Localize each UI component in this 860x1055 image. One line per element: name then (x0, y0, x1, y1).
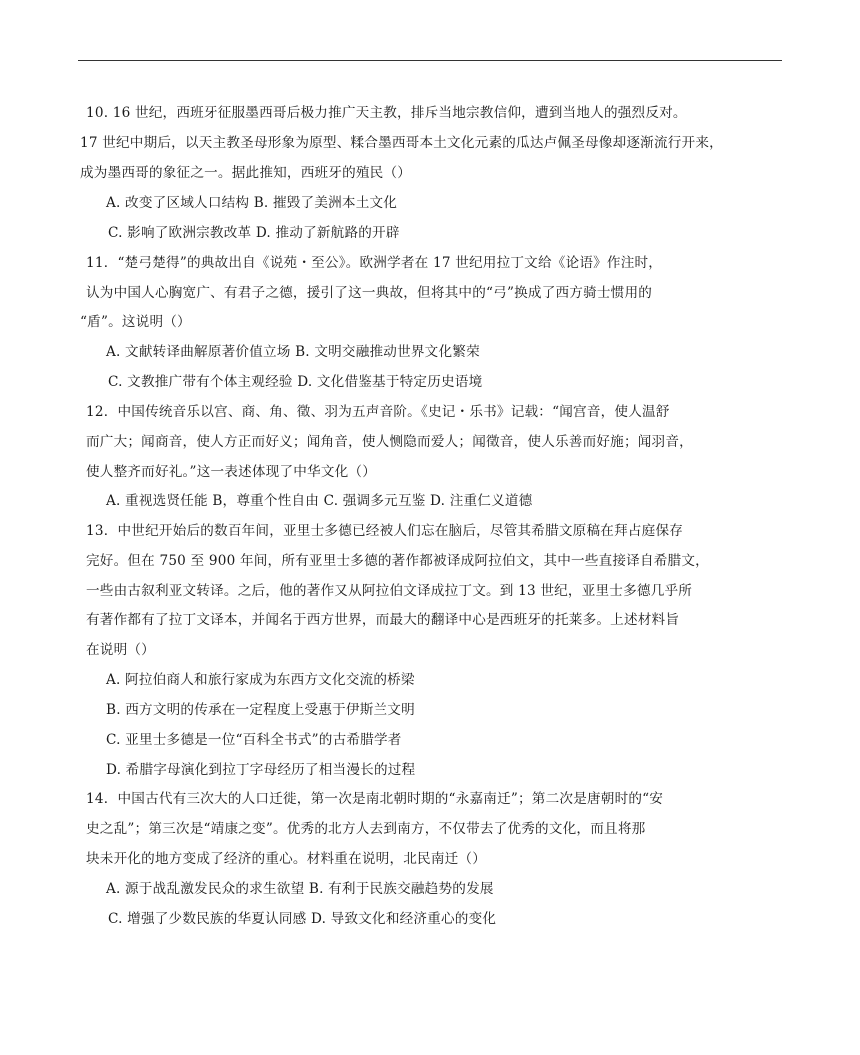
q10-option-cd: C. 影响了欧洲宗教改革 D. 推动了新航路的开辟 (108, 225, 400, 241)
q10-stem-line-1: 10. 16 世纪，西班牙征服墨西哥后极力推广天主教，排斥当地宗教信仰，遭到当地人的强烈反对。 (86, 105, 687, 121)
q11-option-ab: A. 文献转译曲解原著价值立场 B. 文明交融推动世界文化繁荣 (106, 344, 480, 360)
q11-stem-line-2: 认为中国人心胸宽广、有君子之德，援引了这一典故，但将其中的“弓”换成了西方骑士惯用的 (86, 285, 653, 301)
q14-stem-line-3: 块未开化的地方变成了经济的重心。材料重在说明，北民南迁（） (86, 851, 487, 867)
q14-option-cd: C. 增强了少数民族的华夏认同感 D. 导致文化和经济重心的变化 (108, 911, 497, 927)
q13-stem-line-2: 完好。但在 750 至 900 年间，所有亚里士多德的著作都被译成阿拉伯文，其中一些直接译自希腊文， (86, 553, 709, 569)
q10-stem-line-3: 成为墨西哥的象征之一。据此推知，西班牙的殖民（） (80, 165, 412, 181)
q12-stem-line-2: 而广大；闻商音，使人方正而好义；闻角音，使人恻隐而爱人；闻徵音，使人乐善而好施；闻羽音， (86, 434, 693, 450)
q13-stem-line-1: 13．中世纪开始后的数百年间，亚里士多德已经被人们忘在脑后，尽管其希腊文原稿在拜占庭保存 (86, 523, 684, 539)
q12-options: A. 重视选贤任能 B，尊重个性自由 C. 强调多元互鉴 D. 注重仁义道德 (106, 493, 533, 509)
q11-stem-line-3: “盾”。这说明（） (80, 314, 191, 330)
q13-option-b: B. 西方文明的传承在一定程度上受惠于伊斯兰文明 (106, 702, 415, 718)
q12-stem-line-1: 12．中国传统音乐以宫、商、角、徵、羽为五声音阶。《史记・乐书》记载：“闻宫音，使人温舒 (86, 404, 670, 420)
q13-stem-line-5: 在说明（） (86, 642, 155, 658)
q12-stem-line-3: 使人整齐而好礼。”这一表述体现了中华文化（） (86, 464, 377, 480)
q13-stem-line-4: 有著作都有了拉丁文译本，并闻名于西方世界，而最大的翻译中心是西班牙的托莱多。上述材料旨 (86, 612, 680, 628)
q14-option-ab: A. 源于战乱激发民众的求生欲望 B. 有利于民族交融趋势的发展 (106, 881, 494, 897)
q13-stem-line-3: 一些由古叙利亚文转译。之后，他的著作又从阿拉伯文译成拉丁文。到 13 世纪，亚里士多德几乎所 (86, 583, 693, 599)
q10-stem-line-2: 17 世纪中期后，以天主教圣母形象为原型、糅合墨西哥本土文化元素的瓜达卢佩圣母像却逐渐流行开来， (80, 135, 723, 151)
header-rule (78, 60, 782, 61)
q13-option-a: A. 阿拉伯商人和旅行家成为东西方文化交流的桥梁 (106, 672, 415, 688)
q14-stem-line-1: 14．中国古代有三次大的人口迁徙，第一次是南北朝时期的“永嘉南迁”；第二次是唐朝时的“安 (86, 791, 664, 807)
q10-option-ab: A. 改变了区域人口结构 B. 摧毁了美洲本土文化 (106, 195, 398, 211)
q11-stem-line-1: 11．“楚弓楚得”的典故出自《说苑・至公》。欧洲学者在 17 世纪用拉丁文给《论语》作注时， (86, 255, 663, 271)
q14-stem-line-2: 史之乱”；第三次是“靖康之变”。优秀的北方人去到南方，不仅带去了优秀的文化，而且将那 (86, 821, 646, 837)
q13-option-d: D. 希腊字母演化到拉丁字母经历了相当漫长的过程 (106, 762, 416, 778)
q13-option-c: C. 亚里士多德是一位“百科全书式”的古希腊学者 (106, 732, 402, 748)
q11-option-cd: C. 文教推广带有个体主观经验 D. 文化借鉴基于特定历史语境 (108, 374, 483, 390)
